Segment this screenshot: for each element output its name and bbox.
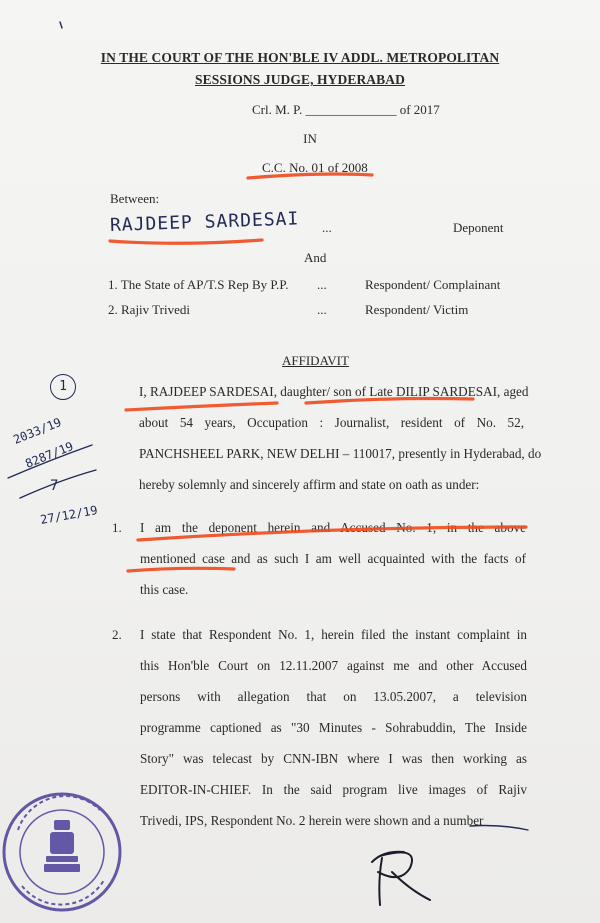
highlight-deponent-name (110, 240, 262, 243)
respondent-2-dots: ... (317, 302, 327, 317)
respondent-1-dots: ... (317, 277, 327, 292)
crl-mp-line: Crl. M. P. ______________ of 2017 (252, 102, 440, 117)
para-2-line: this Hon'ble Court on 12.11.2007 against me and other Accused (140, 658, 527, 673)
respondent-2: 2. Rajiv Trivedi (108, 302, 190, 317)
highlight-marks (110, 174, 542, 571)
court-stamp-icon (4, 794, 120, 910)
highlight-rajdeep (126, 403, 277, 410)
margin-note-4: 27/12/19 (39, 503, 99, 527)
circled-number: 1 (50, 374, 76, 400)
in-word: IN (303, 131, 317, 146)
para-1-line: mentioned case and as such I am well acquainted with the facts of (140, 551, 526, 566)
margin-slash-2 (20, 470, 96, 498)
intro-line: about 54 years, Occupation : Journalist, resident of No. 52, (139, 415, 524, 430)
para-2-line: persons with allegation that on 13.05.2007, a television (140, 689, 527, 704)
intro-line: hereby solemnly and sincerely affirm and state on oath as under: (139, 477, 480, 492)
para-1-line: this case. (140, 582, 189, 597)
para-2-line: Story" was telecast by CNN-IBN where I was then working as (140, 751, 527, 766)
highlight-accused-line (138, 527, 526, 540)
court-title-line1: IN THE COURT OF THE HON'BLE IV ADDL. METROPOLITAN (100, 50, 500, 65)
pen-marks (8, 22, 542, 830)
para-2-number: 2. (112, 627, 122, 642)
para-2-line: I state that Respondent No. 1, herein filed the instant complaint in (140, 627, 527, 642)
deponent-name-handwritten: RAJDEEP SARDESAI (109, 208, 300, 236)
respondent-2-role: Respondent/ Victim (365, 302, 469, 317)
highlight-dilip (306, 399, 473, 404)
signature-icon (372, 852, 430, 905)
respondent-1: 1. The State of AP/T.S Rep By P.P. (108, 277, 289, 292)
margin-note-1: 2033/19 (11, 415, 64, 447)
para-2-line: programme captioned as "30 Minutes - Sohrabuddin, The Inside (140, 720, 527, 735)
margin-note-2: 8287/19 (23, 439, 76, 471)
between-label: Between: (110, 191, 160, 206)
respondent-1-role: Respondent/ Complainant (365, 277, 501, 292)
highlight-mentioned-case (128, 568, 234, 571)
corner-tick (60, 22, 62, 28)
para-1-number: 1. (112, 520, 122, 535)
deponent-label: Deponent (453, 220, 504, 235)
strike-and-a (470, 826, 528, 831)
para-2-line: Trivedi, IPS, Respondent No. 2 herein were shown and a number (140, 813, 484, 828)
intro-line: PANCHSHEEL PARK, NEW DELHI – 110017, presently in Hyderabad, do (139, 446, 542, 461)
para-1-line: I am the deponent herein and Accused No. 1, in the above (140, 520, 526, 535)
and-label: And (304, 250, 327, 265)
margin-slash-1 (8, 445, 92, 478)
highlight-case-number (248, 174, 372, 178)
affidavit-title: AFFIDAVIT (282, 353, 349, 368)
intro-line: I, RAJDEEP SARDESAI, daughter/ son of Late DILIP SARDESAI, aged (139, 384, 529, 399)
para-2-line: EDITOR-IN-CHIEF. In the said program live images of Rajiv (140, 782, 527, 797)
margin-note-3: 7 (50, 478, 59, 494)
case-number: C.C. No. 01 of 2008 (262, 160, 368, 175)
deponent-dots: ... (322, 220, 332, 235)
court-title-line2: SESSIONS JUDGE, HYDERABAD (195, 72, 405, 87)
